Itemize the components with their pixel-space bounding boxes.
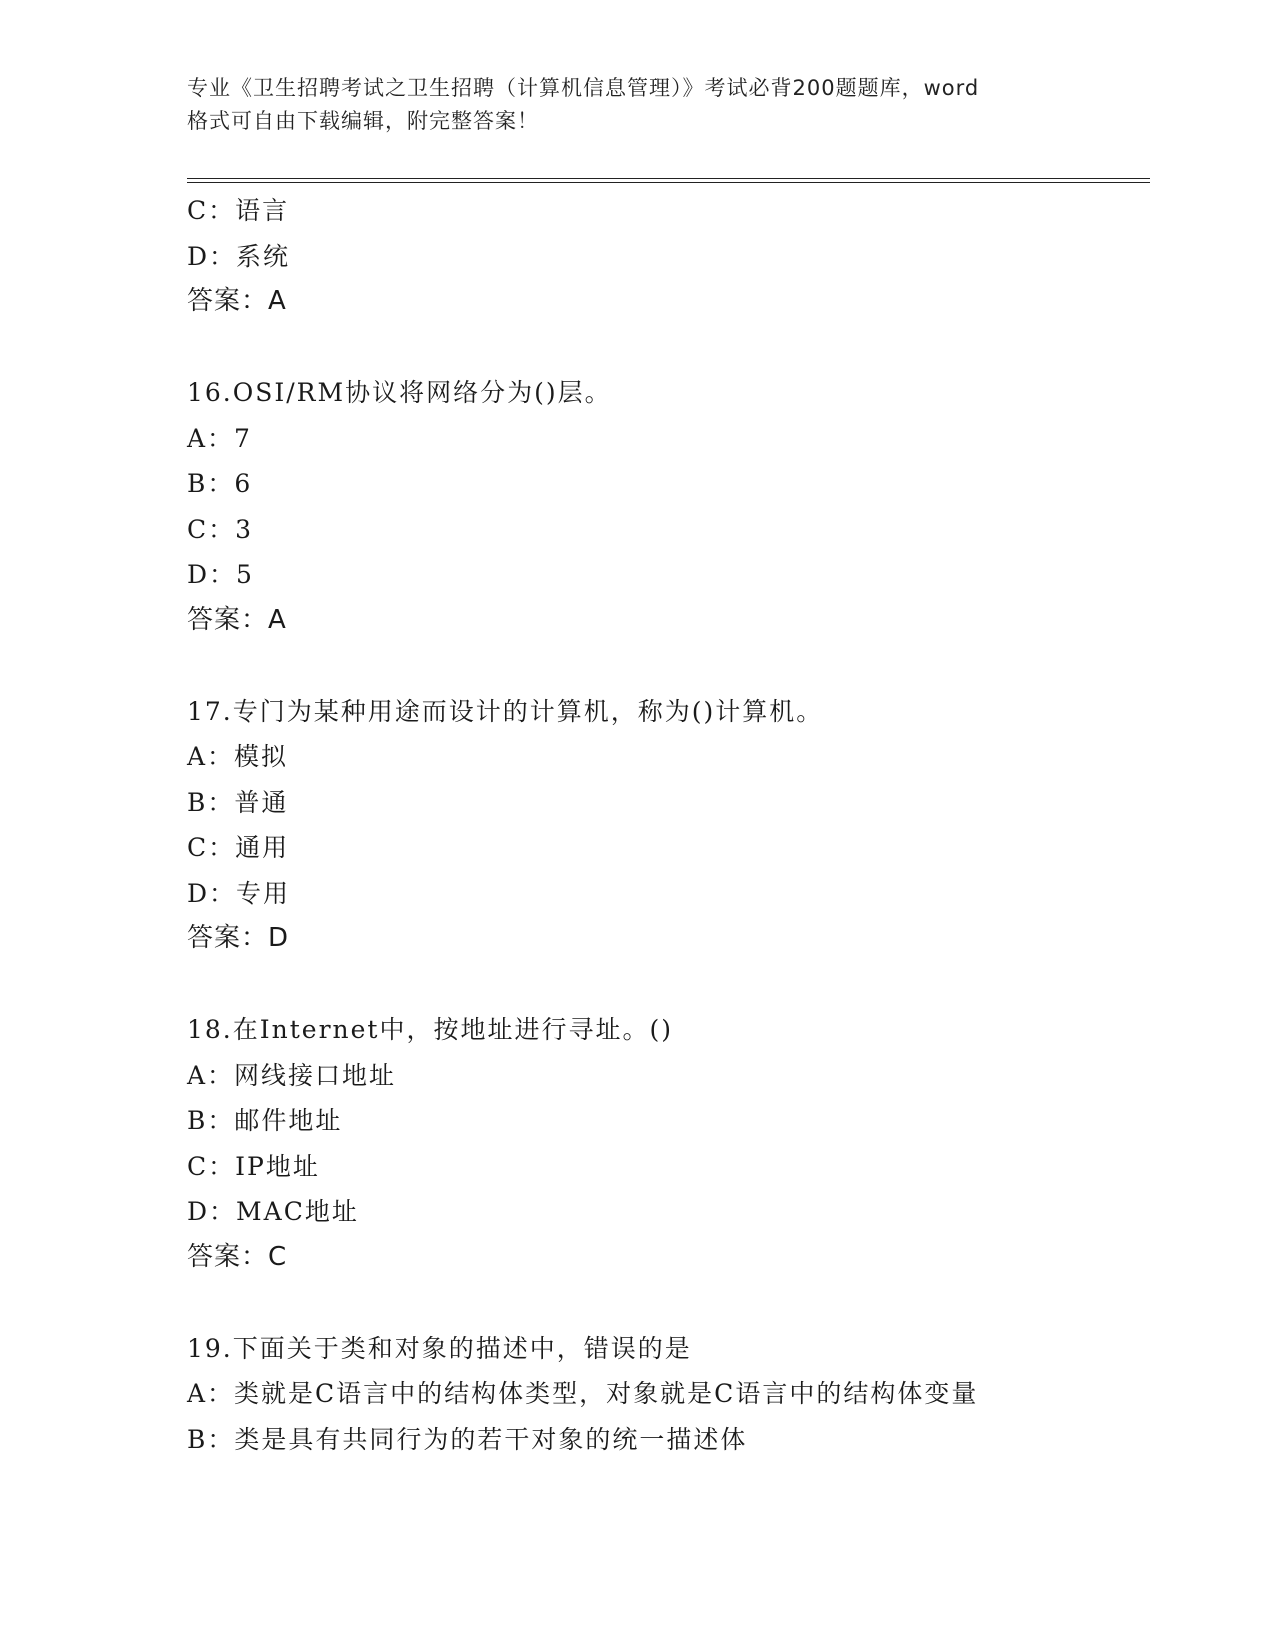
- option-b: B：6: [187, 469, 253, 498]
- option-c: C：IP地址: [187, 1151, 320, 1181]
- option-b: B：类是具有共同行为的若干对象的统一描述体: [187, 1424, 748, 1454]
- option-b: B：邮件地址: [187, 1106, 343, 1135]
- option-d: D：5: [187, 560, 254, 589]
- option-d: D：系统: [187, 241, 291, 271]
- option-c: C：通用: [187, 833, 290, 862]
- option-c: C：语言: [187, 196, 290, 225]
- option-a: A：类就是C语言中的结构体类型，对象就是C语言中的结构体变量: [187, 1379, 979, 1408]
- question-18: [187, 1007, 1147, 1280]
- option-b: B：普通: [187, 787, 289, 817]
- question-partial: [187, 188, 1147, 325]
- answer-line: 答案：A: [187, 286, 287, 316]
- question-19: [187, 1326, 1147, 1463]
- option-a: A：模拟: [187, 742, 289, 771]
- spacer: [187, 643, 1147, 689]
- option-d: D：MAC地址: [187, 1197, 359, 1226]
- question-list: [187, 188, 1147, 1462]
- answer-line: 答案：D: [187, 923, 290, 953]
- option-c: C：3: [187, 514, 254, 544]
- header-line-1: 专业《卫生招聘考试之卫生招聘（计算机信息管理）》考试必背200题题库，word: [187, 76, 980, 100]
- question-16: [187, 370, 1147, 643]
- spacer: [187, 325, 1147, 371]
- spacer: [187, 962, 1147, 1008]
- spacer: [187, 1280, 1147, 1326]
- question-text: 18.在Internet中，按地址进行寻址。(): [187, 1015, 673, 1044]
- answer-line: 答案：A: [187, 604, 287, 635]
- header-line-2: 格式可自由下载编辑，附完整答案！: [187, 109, 539, 133]
- document-header: [187, 72, 1087, 138]
- question-text: 16.OSI/RM协议将网络分为()层。: [187, 378, 612, 407]
- question-17: [187, 689, 1147, 962]
- answer-line: 答案：C: [187, 1241, 288, 1272]
- header-rule-bottom: [187, 182, 1150, 183]
- option-a: A：7: [187, 423, 252, 453]
- header-rule-top: [187, 178, 1150, 179]
- question-text: 19.下面关于类和对象的描述中，错误的是: [187, 1333, 692, 1363]
- question-text: 17.专门为某种用途而设计的计算机，称为()计算机。: [187, 696, 824, 726]
- option-a: A：网线接口地址: [187, 1060, 397, 1090]
- option-d: D：专用: [187, 878, 291, 908]
